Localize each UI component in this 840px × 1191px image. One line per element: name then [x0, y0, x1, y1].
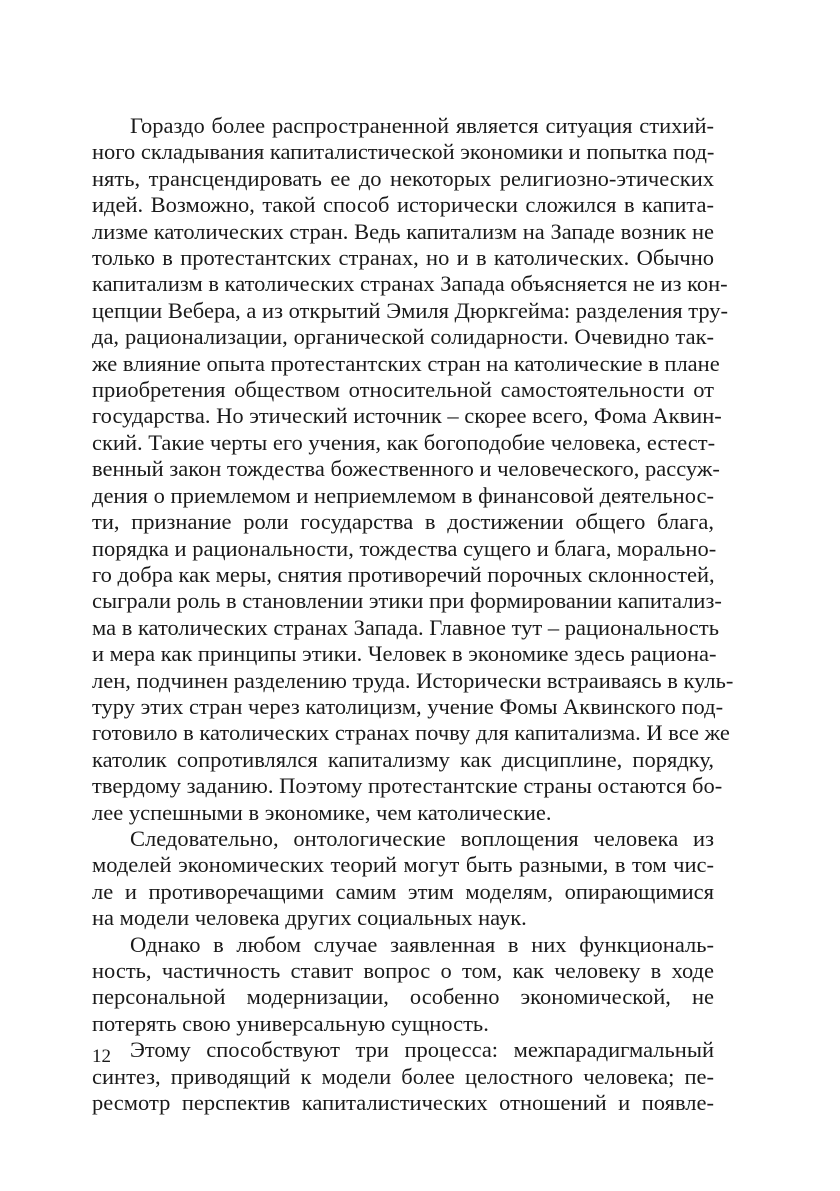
text-line: лен, подчинен разделению труда. Исторически встраиваясь в куль-: [92, 667, 734, 693]
text-line: ти, признание роли государства в достижении общего блага,: [92, 509, 714, 535]
paragraph-2: [92, 826, 714, 932]
text-line: венный закон тождества божественного и человеческого, рассуж-: [92, 456, 720, 482]
paragraph-1: [92, 113, 734, 826]
text-line: ного складывания капиталистической экономики и попытка под-: [92, 139, 715, 165]
text-line: ский. Такие черты его учения, как богоподобие человека, естест-: [92, 429, 716, 455]
text-line: и мера как принципы этики. Человек в экономике здесь рациона-: [92, 641, 717, 667]
text-line: государства. Но этический источник – скорее всего, Фома Аквин-: [92, 403, 722, 429]
text-line: приобретения обществом относительной самостоятельности от: [92, 377, 714, 403]
text-line: католик сопротивлялся капитализму как дисциплине, порядку,: [92, 746, 714, 772]
text-line: порядка и рациональности, тождества сущего и блага, морально-: [92, 535, 717, 561]
text-line: ма в католических странах Запада. Главное тут – рациональность: [92, 614, 719, 640]
text-line: да, рационализации, органической солидарности. Очевидно так-: [92, 324, 714, 350]
text-line: ресмотр перспектив капиталистических отношений и появле-: [92, 1090, 714, 1116]
text-line: сыграли роль в становлении этики при формировании капитализ-: [92, 588, 722, 614]
text-line: моделей экономических теорий могут быть разными, в том чис-: [92, 852, 714, 878]
text-line: го добра как меры, снятия противоречий порочных склонностей,: [92, 561, 715, 587]
text-line: потерять свою универсальную сущность.: [92, 1010, 489, 1036]
text-line: капитализм в католических странах Запада объясняется не из кон-: [92, 271, 728, 297]
text-line: ность, частичность ставит вопрос о том, как человеку в ходе: [92, 958, 714, 983]
paragraph-4: [92, 1037, 714, 1116]
text-line: твердому заданию. Поэтому протестантские страны остаются бо-: [92, 773, 723, 799]
text-line: нять, трансцендировать ее до некоторых религиозно-этических: [92, 165, 714, 191]
page-number: 12: [92, 1046, 111, 1067]
text-line: ле и противоречащими самим этим моделям, опирающимися: [92, 878, 714, 904]
text-line: синтез, приводящий к модели более целостного человека; пе-: [92, 1063, 714, 1089]
text-line: готовило в католических странах почву для капитализма. И все же: [92, 720, 730, 746]
text-line: же влияние опыта протестантских стран на католические в плане: [92, 350, 720, 376]
text-line: на модели человека других социальных наук.: [92, 905, 527, 931]
text-line: только в протестантских странах, но и в католических. Обычно: [92, 245, 714, 271]
text-line: идей. Возможно, такой способ исторически сложился в капита-: [92, 192, 714, 218]
text-line: дения о приемлемом и неприемлемом в финансовой деятельнос-: [92, 482, 714, 508]
text-line: Однако в любом случае заявленная в них функциональ-: [130, 931, 714, 957]
text-line: лизме католических стран. Ведь капитализм на Западе возник не: [92, 218, 714, 244]
paragraph-3: [92, 932, 714, 1038]
text-line: Следовательно, онтологические воплощения человека из: [130, 825, 714, 851]
text-line: Гораздо более распространенной является ситуация стихий-: [130, 113, 714, 138]
page-body: [92, 113, 734, 1116]
text-line: туру этих стран через католицизм, учение Фомы Аквинского под-: [92, 693, 724, 719]
text-line: цепции Вебера, а из открытий Эмиля Дюркгейма: разделения тру-: [92, 297, 729, 323]
text-line: персональной модернизации, особенно экономической, не: [92, 984, 714, 1010]
text-line: Этому способствуют три процесса: межпарадигмальный: [130, 1037, 714, 1063]
text-line: лее успешными в экономике, чем католические.: [92, 799, 552, 825]
